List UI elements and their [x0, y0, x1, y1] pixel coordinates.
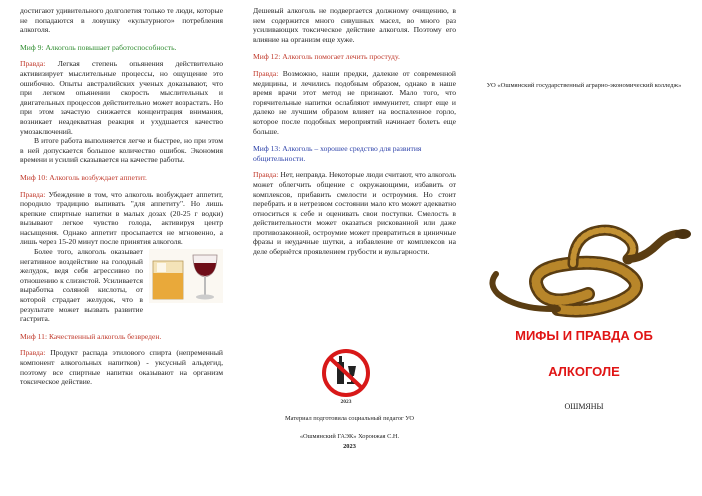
drinks-image [149, 249, 223, 303]
no-alcohol-icon [320, 348, 372, 406]
column-1 [0, 0, 233, 496]
paragraph: Более того, алкоголь оказывает негативное воздействие на голодный желудок, ведя себя агрессивно по отношению к слизистой. Усиливается выработка соляной кислоты, от которой страдает желудок, что в результате может вызвать развитие гастрита. [20, 247, 143, 324]
paragraph-text: Возможно, наши предки, далекие от современной медицины, и лечились подобным образом, однако в наше время врачи этот метод не признают. Мало того, что горячительные напитки ослабляют иммунитет, спирт еще и далеко не лучшим образом влияет на воспаленное горло, которое после подобных мероприятий начинает болеть еще больше. [253, 68, 456, 136]
title-line-2: АЛКОГОЛЕ [548, 364, 620, 379]
myth-13-heading: Миф 13: Алкоголь – хорошее средство для развития общительности. [253, 144, 422, 163]
paragraph [20, 59, 223, 136]
paragraph [20, 348, 223, 386]
column-3-cover [466, 0, 702, 496]
truth-label: Правда: [20, 189, 46, 199]
paragraph: Дешевый алкоголь не подвергается должному очищению, в нем содержится много сивушных масел, во много раз усиливающих токсическое действие алкоголя. Поэтому его влияние на организм еще хуже. [253, 6, 456, 44]
credit-line-1: Материал подготовила социальный педагог УО [284, 415, 415, 422]
myth-12-heading: Миф 12: Алкоголь помогает лечить простуду. [253, 52, 400, 62]
city-name: ОШМЯНЫ [564, 402, 604, 411]
org-name: УО «Ошмянский государственный аграрно-экономический колледж» [486, 82, 682, 89]
truth-label: Правда: [20, 59, 46, 69]
paragraph-text: Продукт распада этилового спирта (непременный компонент алкогольных напитков) - уксусный альдегид, поэтому все спиртные напитки оказывают на организм токсическое действие. [20, 348, 223, 387]
paragraph: достигают удивительного долголетия только те люди, которые не попадаются в ловушку «культурного» потребления алкоголя. [20, 6, 223, 35]
paragraph [253, 170, 456, 256]
credit-year: 2023 [343, 443, 356, 450]
truth-label: Правда: [20, 348, 46, 358]
myth-9-heading: Миф 9: Алкоголь повышает работоспособность. [20, 42, 177, 52]
paragraph [20, 190, 223, 248]
title-line-1: МИФЫ И ПРАВДА ОБ [515, 328, 653, 343]
truth-label: Правда: [253, 170, 279, 180]
sign-year: 2023 [340, 399, 352, 405]
paragraph [253, 69, 456, 136]
myth-11-heading: Миф 11: Качественный алкоголь безвреден. [20, 331, 162, 341]
paragraph: В итоге работа выполняется легче и быстрее, но при этом в ней допускается большое количество ошибок. Экономия времени и усилий сказывается на качестве работы. [20, 136, 223, 165]
snake-image [478, 214, 694, 320]
myth-10-heading: Миф 10: Алкоголь возбуждает аппетит. [20, 172, 147, 182]
paragraph-text: Убеждение в том, что алкоголь возбуждает аппетит, породило традицию выпивать "для аппетиту". Но лишь крепкие спиртные напитки в малых дозах (20-25 г водки) вызывают легкое чувство голода, активируя центр насыщения. Однако аппетит просыпается не мгновенно, а лишь через 15-20 минут после принятия алкоголя. [20, 189, 223, 247]
truth-label: Правда: [253, 68, 279, 78]
credit-line-2: «Ошмянский ГАЭК» Хоронжая С.Н. [299, 433, 400, 440]
paragraph-text: Нет, неправда. Некоторые люди считают, что алкоголь может облегчить общение с окружающими, избавить от комплексов, прибавить смелости и остроумия. Но стоит перебрать и в нетрезвом состоянии мало кто может адекватно относиться к себе и оценивать свои поступки. Смелость в действительности может оказаться рискованной или даже противозаконной, остроумие может превратиться в циничные фразы и неудачные шутки, а избавление от комплексов на деле обернётся проявлением грубости и вульгарности. [253, 170, 456, 257]
paragraph-text: Легкая степень опьянения действительно активизирует мыслительные процессы, но ощущение это ошибочно. Опыты австралийских ученых доказывают, что при легком опьянении скорость мыслительных и двигательных процессов действительно может возрастать. Но при этом зачастую снижается концентрация внимания, возникает неадекватная реакция и ухудшается качество умозаключений. [20, 59, 223, 136]
